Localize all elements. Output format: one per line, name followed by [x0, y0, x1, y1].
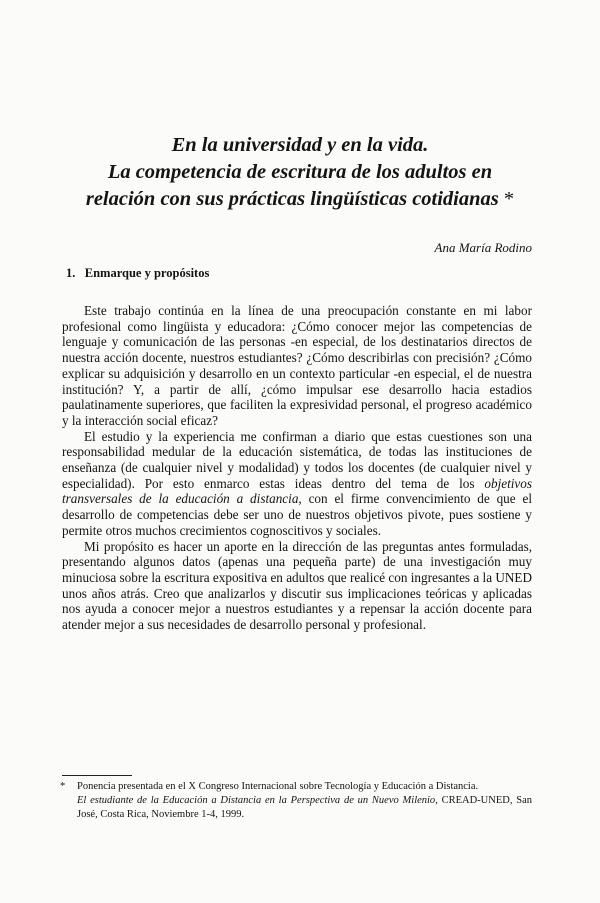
footnote: [62, 780, 532, 822]
footnote-italic-title: El estudiante de la Educación a Distancia en la Perspectiva de un Nuevo Milenio: [77, 795, 436, 806]
paragraph-2-italic: objetivos transversales de la educación a distancia: [62, 475, 532, 507]
paragraph-3: Mi propósito es hacer un aporte en la dirección de las preguntas antes formuladas, presentando algunos datos (apenas una pequeña parte) de una investigación muy minuciosa sobre la escritura expositiva en adultos que realicé con ingresantes a la UNED unos años atrás. Creo que analizarlos y discutir sus implicaciones teóricas y aplicadas nos ayuda a conocer mejor a nuestros estudiantes y a repensar la acción docente para atender mejor a sus necesidades de desarrollo personal y profesional.: [62, 538, 532, 633]
footnote-reference-asterisk: *: [503, 188, 515, 210]
article-title: [40, 132, 560, 213]
title-line-3: [40, 186, 560, 213]
section-title: Enmarque y propósitos: [84, 266, 210, 280]
footnote-citation-rest: , CREAD-UNED, San José, Costa Rica, Noviembre 1-4, 1999.: [77, 795, 532, 820]
paragraph-2-text-b: , con el firme convencimiento de que el desarrollo de competencias debe ser uno de nuestros objetivos pivote, pues sostiene y permite otros muchos crecimientos cognoscitivos y sociales.: [62, 491, 532, 538]
paragraph-2: [62, 429, 532, 539]
body-text: [62, 303, 532, 633]
section-number: 1.: [66, 266, 76, 280]
paragraph-1: Este trabajo continúa en la línea de una preocupación constante en mi labor profesional como lingüista y educadora: ¿Cómo conocer mejor las competencias de lenguaje y comunicación de las personas -en especial, de los destinatarios directos de nuestra acción docente, nuestros estudiantes? ¿Cómo describirlas con precisión? ¿Cómo explicar su adquisición y desarrollo en un contexto particular -en especial, el de nuestra institución? Y, a partir de allí, ¿cómo impulsar ese desarrollo hacia estadios paulatinamente superiores, que faciliten la expresividad personal, el progreso académico y la interacción social eficaz?: [62, 303, 532, 428]
section-heading: [66, 266, 209, 281]
paragraph-2-text-a: El estudio y la experiencia me confirman a diario que estas cuestiones son una responsabilidad medular de la educación sistemática, de todas las instituciones de enseñanza (de cualquier nivel y modalidad) y todos los docentes (de cualquier nivel y especialidad). Por esto enmarco estas ideas dentro del tema de los: [62, 428, 532, 491]
author-name: Ana María Rodino: [434, 240, 532, 255]
footnote-mark: *: [60, 781, 66, 792]
footnote-divider: [62, 775, 132, 776]
title-line-3-text: relación con sus prácticas lingüísticas cotidianas: [85, 188, 499, 210]
title-line-1: En la universidad y en la vida.: [171, 134, 429, 156]
footnote-line-1: Ponencia presentada en el X Congreso Internacional sobre Tecnología y Educación a Distancia.: [77, 781, 479, 792]
footnote-citation: [62, 794, 532, 822]
title-line-2: La competencia de escritura de los adultos en: [107, 161, 493, 183]
